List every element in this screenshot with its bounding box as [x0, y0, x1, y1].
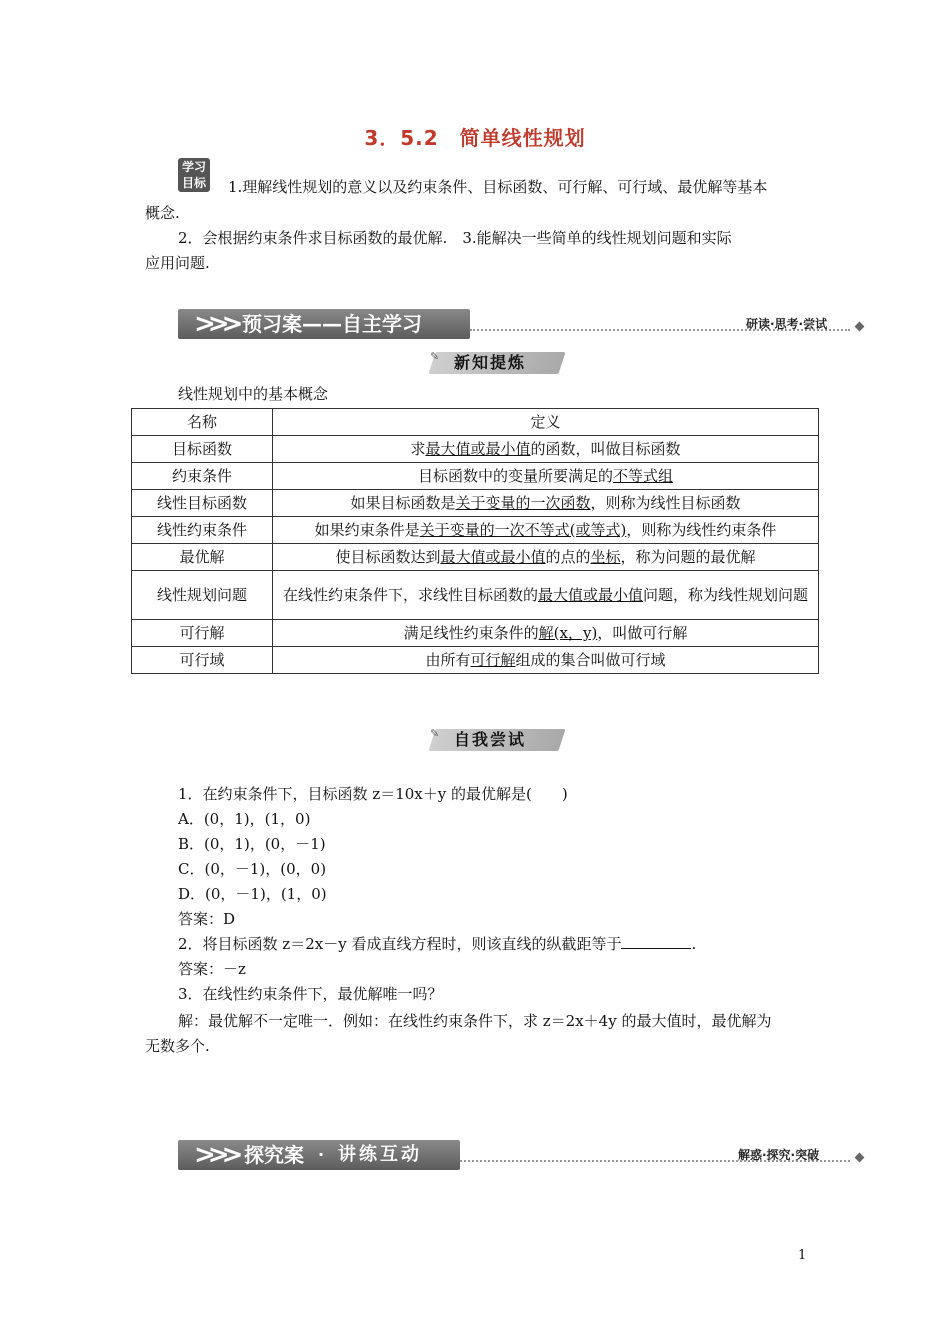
question-1: 1．在约束条件下，目标函数 z＝10x＋y 的最优解是( )	[178, 785, 568, 803]
row-definition	[273, 517, 819, 544]
row-name: 目标函数	[132, 436, 273, 463]
objectives-line-4: 应用问题.	[145, 254, 210, 272]
header-name: 名称	[132, 409, 273, 436]
explore-banner	[178, 1140, 868, 1170]
row-definition	[273, 544, 819, 571]
badge-line-1: 学习	[181, 160, 206, 174]
chevron-icon: >>>	[194, 1140, 236, 1170]
table-row	[132, 463, 819, 490]
banner-subheading: 讲练互动	[338, 1144, 422, 1165]
objectives-badge	[178, 158, 210, 192]
header-definition: 定义	[273, 409, 819, 436]
page-number: 1	[798, 1248, 807, 1263]
def-text: ，称为问题的最优解	[620, 548, 756, 566]
def-text: 如果目标函数是	[350, 494, 456, 512]
page-title: 3．5.2 简单线性规划	[364, 126, 586, 150]
chevron-icon: >>>	[194, 309, 236, 339]
def-underlined: 最大值或最小值	[440, 548, 546, 566]
def-text: 如果约束条件是	[314, 521, 420, 539]
def-underlined: 可行解	[470, 651, 516, 669]
row-definition	[273, 571, 819, 620]
answer-2: 答案：－z	[178, 960, 246, 978]
row-definition	[273, 463, 819, 490]
option-a: A．(0，1)，(1，0)	[178, 810, 311, 828]
def-underlined: 不等式组	[613, 467, 674, 485]
def-underlined: 最大值或最小值	[425, 440, 531, 458]
def-underlined: 坐标	[590, 548, 621, 566]
question-2-end: .	[691, 935, 697, 953]
option-c: C．(0，－1)，(0，0)	[178, 860, 327, 878]
section-self-try	[432, 729, 567, 751]
row-name: 线性目标函数	[132, 490, 273, 517]
concept-table	[131, 408, 819, 674]
def-text: 求	[410, 440, 426, 458]
def-text: 在线性约束条件下，求线性目标函数的	[282, 586, 538, 604]
section-label: 自我尝试	[454, 730, 527, 749]
def-text: 的函数，叫做目标函数	[530, 440, 681, 458]
row-name: 可行域	[132, 647, 273, 674]
table-row	[132, 436, 819, 463]
def-underlined: 关于变量的一次函数	[455, 494, 591, 512]
def-text: 的点的	[545, 548, 591, 566]
table-row	[132, 517, 819, 544]
question-2	[178, 932, 696, 957]
pencil-icon: ✎	[430, 350, 440, 363]
def-underlined: 解(x，y)	[538, 624, 598, 642]
table-caption: 线性规划中的基本概念	[178, 385, 329, 403]
diamond-icon	[855, 1153, 865, 1163]
def-text: 目标函数中的变量所要满足的	[417, 467, 613, 485]
banner-subtitle: 研读·思考·尝试	[746, 317, 828, 331]
preview-banner	[178, 309, 868, 339]
banner-dot: ·	[318, 1145, 325, 1164]
option-b: B．(0，1)，(0，－1)	[178, 835, 326, 853]
def-text: ，则称为线性目标函数	[590, 494, 741, 512]
pencil-icon: ✎	[430, 727, 440, 740]
row-name: 约束条件	[132, 463, 273, 490]
row-definition	[273, 490, 819, 517]
solution-3-line-1: 解：最优解不一定唯一．例如：在线性约束条件下，求 z＝2x＋4y 的最大值时，最优解为	[178, 1012, 772, 1030]
table-header-row	[132, 409, 819, 436]
def-text: 满足线性约束条件的	[403, 624, 539, 642]
def-text: 由所有	[425, 651, 471, 669]
objectives-line-3: 2．会根据约束条件求目标函数的最优解. 3.能解决一些简单的线性规划问题和实际	[178, 229, 732, 247]
def-text: ，则称为线性约束条件	[626, 521, 777, 539]
row-name: 可行解	[132, 620, 273, 647]
row-definition	[273, 436, 819, 463]
table-row	[132, 490, 819, 517]
question-3: 3．在线性约束条件下，最优解唯一吗？	[178, 985, 443, 1003]
table-row	[132, 571, 819, 620]
answer-1: 答案：D	[178, 910, 236, 928]
row-definition	[273, 647, 819, 674]
row-name: 线性约束条件	[132, 517, 273, 544]
banner-title: 探究案	[244, 1143, 304, 1167]
option-d: D．(0，－1)，(1，0)	[178, 885, 327, 903]
table-row	[132, 544, 819, 571]
table-row	[132, 647, 819, 674]
objectives-line-1: 1.理解线性规划的意义以及约束条件、目标函数、可行解、可行域、最优解等基本	[228, 178, 768, 196]
solution-3-line-2: 无数多个.	[145, 1037, 210, 1055]
def-text: 使目标函数达到	[335, 548, 441, 566]
row-name: 线性规划问题	[132, 571, 273, 620]
objectives-line-2: 概念.	[145, 204, 180, 222]
def-underlined: 最大值或最小值	[537, 586, 643, 604]
row-name: 最优解	[132, 544, 273, 571]
def-text: 问题，称为线性规划问题	[643, 586, 809, 604]
section-new-knowledge	[432, 352, 567, 374]
def-underlined: 关于变量的一次不等式(或等式)	[419, 521, 627, 539]
diamond-icon	[855, 322, 865, 332]
badge-line-2: 目标	[181, 176, 206, 190]
question-2-text: 2．将目标函数 z＝2x－y 看成直线方程时，则该直线的纵截距等于	[178, 935, 622, 953]
section-label: 新知提炼	[454, 353, 527, 372]
banner-title: 预习案——自主学习	[242, 312, 422, 336]
answer-blank	[621, 934, 691, 949]
row-definition	[273, 620, 819, 647]
def-text: ，叫做可行解	[597, 624, 688, 642]
def-text: 组成的集合叫做可行域	[515, 651, 666, 669]
table-row	[132, 620, 819, 647]
banner-subtitle: 解惑·探究·突破	[738, 1148, 820, 1162]
